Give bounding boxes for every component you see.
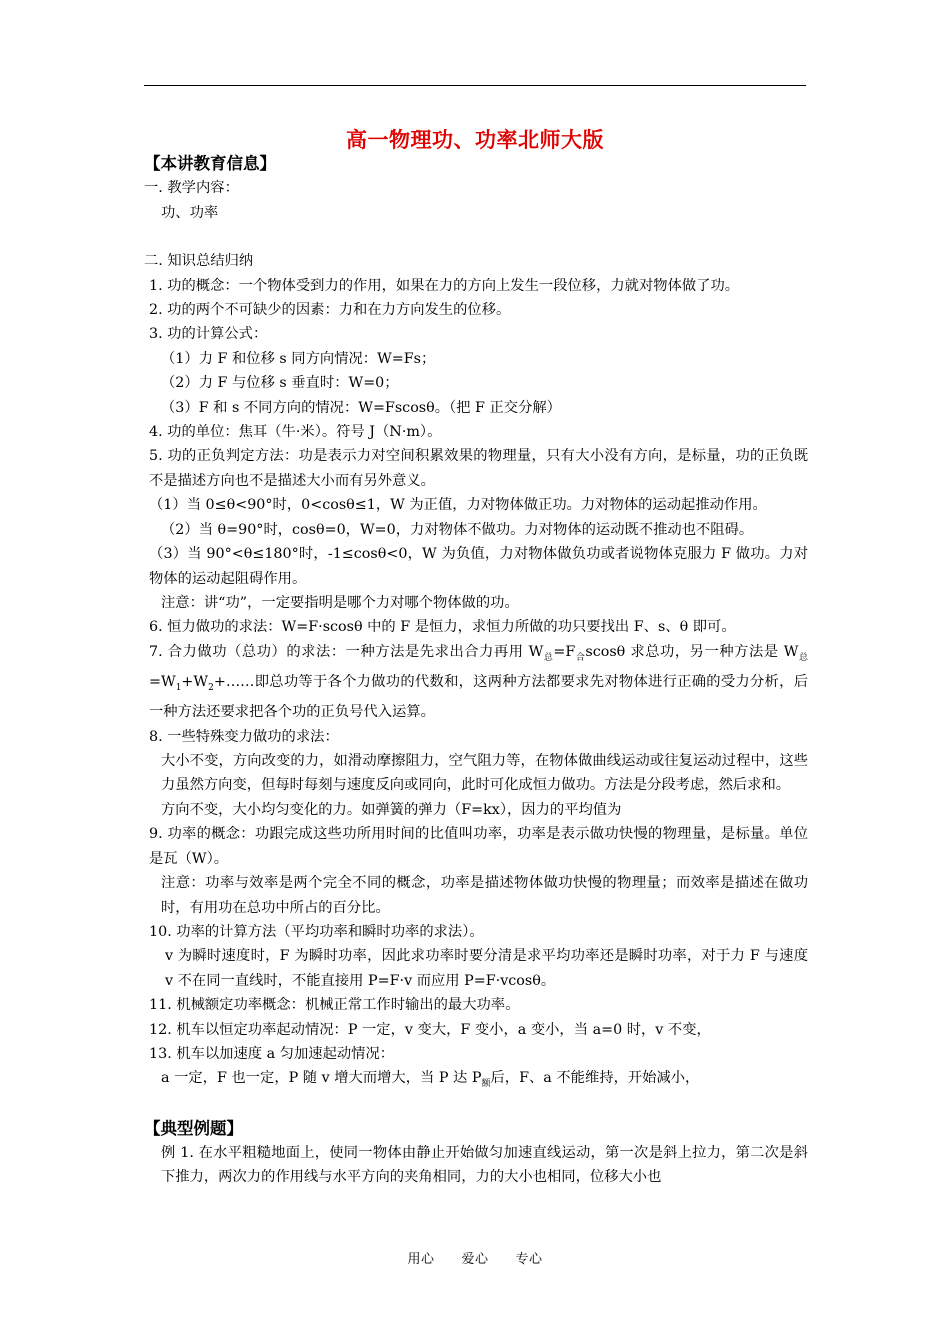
point-5-case-2: （2）当 θ=90°时，cosθ=0，W=0，力对物体不做功。力对物体的运动既不推动也不阻碍。 bbox=[161, 521, 754, 538]
section-heading-info: 【本讲教育信息】 bbox=[144, 154, 276, 173]
point-8-para-2: 方向不变，大小均匀变化的力。如弹簧的弹力（F=kx），因力的平均值为 bbox=[161, 801, 622, 818]
point-1: 1. 功的概念：一个物体受到力的作用，如果在力的方向上发生一段位移，力就对物体做了功。 bbox=[149, 277, 740, 294]
example-1: 例 1. 在水平粗糙地面上，使同一物体由静止开始做匀加速直线运动，第一次是斜上拉力，第二次是斜下推力，两次力的作用线与水平方向的夹角相同，力的大小也相同，位移大小也 bbox=[161, 1145, 808, 1186]
content-text: 功、功率 bbox=[161, 204, 219, 221]
point-3-case-2: （2）力 F 与位移 s 垂直时：W=0； bbox=[161, 375, 399, 392]
point-3-case-3: （3）F 和 s 不同方向的情况：W=Fscosθ。（把 F 正交分解） bbox=[161, 399, 561, 416]
point-6: 6. 恒力做功的求法：W=F·scosθ 中的 F 是恒力，求恒力所做的功只要找出 F、s、θ 即可。 bbox=[149, 619, 736, 636]
point-10: 10. 功率的计算方法（平均功率和瞬时功率的求法）。 bbox=[149, 923, 484, 940]
point-5: 5. 功的正负判定方法：功是表示力对空间积累效果的物理量，只有大小没有方向，是标量，功的正负既不是描述方向也不是描述大小而有另外意义。 bbox=[149, 448, 808, 489]
point-8: 8. 一些特殊变力做功的求法： bbox=[149, 728, 339, 745]
content-heading: 一. 教学内容： bbox=[144, 180, 239, 197]
point-7: 7. 合力做功（总功）的求法：一种方法是先求出合力再用 $W_总=F_合scos\theta$ 求总功，另一种方法是 $W_总=W_1+W_2+\dots\dots$即总功等于各个力做功的代数和，这两种方法都要求先对物体进行正确的受力分析，后一种方法还要求把各个功的正负号代入运算。 bbox=[149, 643, 808, 721]
point-11: 11. 机械额定功率概念：机械正常工作时输出的最大功率。 bbox=[149, 997, 520, 1014]
point-2: 2. 功的两个不可缺少的因素：力和在力方向发生的位移。 bbox=[149, 302, 511, 319]
point-13: 13. 机车以加速度 a 匀加速起动情况： bbox=[149, 1045, 395, 1062]
point-12: 12. 机车以恒定功率起动情况：P 一定，v 变大，F 变小，a 变小，当 a=0 时，v 不变， bbox=[149, 1021, 711, 1038]
point-13-para: a 一定，F 也一定，P 随 v 增大而增大，当 P 达 $P_额$后，F、a 不能维持，开始减小， bbox=[161, 1070, 700, 1090]
point-4: 4. 功的单位：焦耳（牛·米）。符号 J（N·m）。 bbox=[149, 424, 442, 441]
document-title: 高一物理功、功率北师大版 bbox=[346, 127, 604, 152]
point-5-case-1: （1）当 0≤θ<90°时，0<cosθ≤1，W 为正值，力对物体做正功。力对物体的运动起推动作用。 bbox=[149, 497, 767, 514]
point-8-para-1: 大小不变，方向改变的力，如滑动摩擦阻力，空气阻力等，在物体做曲线运动或往复运动过程中，这些力虽然方向变，但每时每刻与速度反向或同向，此时可化成恒力做功。方法是分段考虑，然后求和。 bbox=[161, 753, 808, 794]
point-10-para: v 为瞬时速度时，F 为瞬时功率，因此求功率时要分清是求平均功率还是瞬时功率，对于力 F 与速度 v 不在同一直线时，不能直接用 P=F·v 而应用 P=F·vcosθ。 bbox=[165, 948, 808, 989]
note-power: 注意：功率与效率是两个完全不同的概念，功率是描述物体做功快慢的物理量；而效率是描述在做功时，有用功在总功中所占的百分比。 bbox=[161, 875, 808, 916]
note-work: 注意：讲“功”，一定要指明是哪个力对哪个物体做的功。 bbox=[161, 594, 519, 611]
point-3: 3. 功的计算公式： bbox=[149, 326, 268, 343]
page-footer: 用心 爱心 专心 bbox=[407, 1252, 543, 1267]
point-3-case-1: （1）力 F 和位移 s 同方向情况：W=Fs； bbox=[161, 350, 436, 367]
point-9: 9. 功率的概念：功跟完成这些功所用时间的比值叫功率，功率是表示做功快慢的物理量，是标量。单位是瓦（W）。 bbox=[149, 826, 808, 867]
summary-heading: 二. 知识总结归纳 bbox=[144, 253, 254, 270]
point-5-case-3: （3）当 90°<θ≤180°时，-1≤cosθ<0，W 为负值，力对物体做负功或者说物体克服力 F 做功。力对物体的运动起阻碍作用。 bbox=[149, 546, 808, 587]
document-body bbox=[144, 152, 808, 1190]
section-heading-examples: 【典型例题】 bbox=[144, 1118, 243, 1138]
header-rule bbox=[144, 85, 806, 86]
